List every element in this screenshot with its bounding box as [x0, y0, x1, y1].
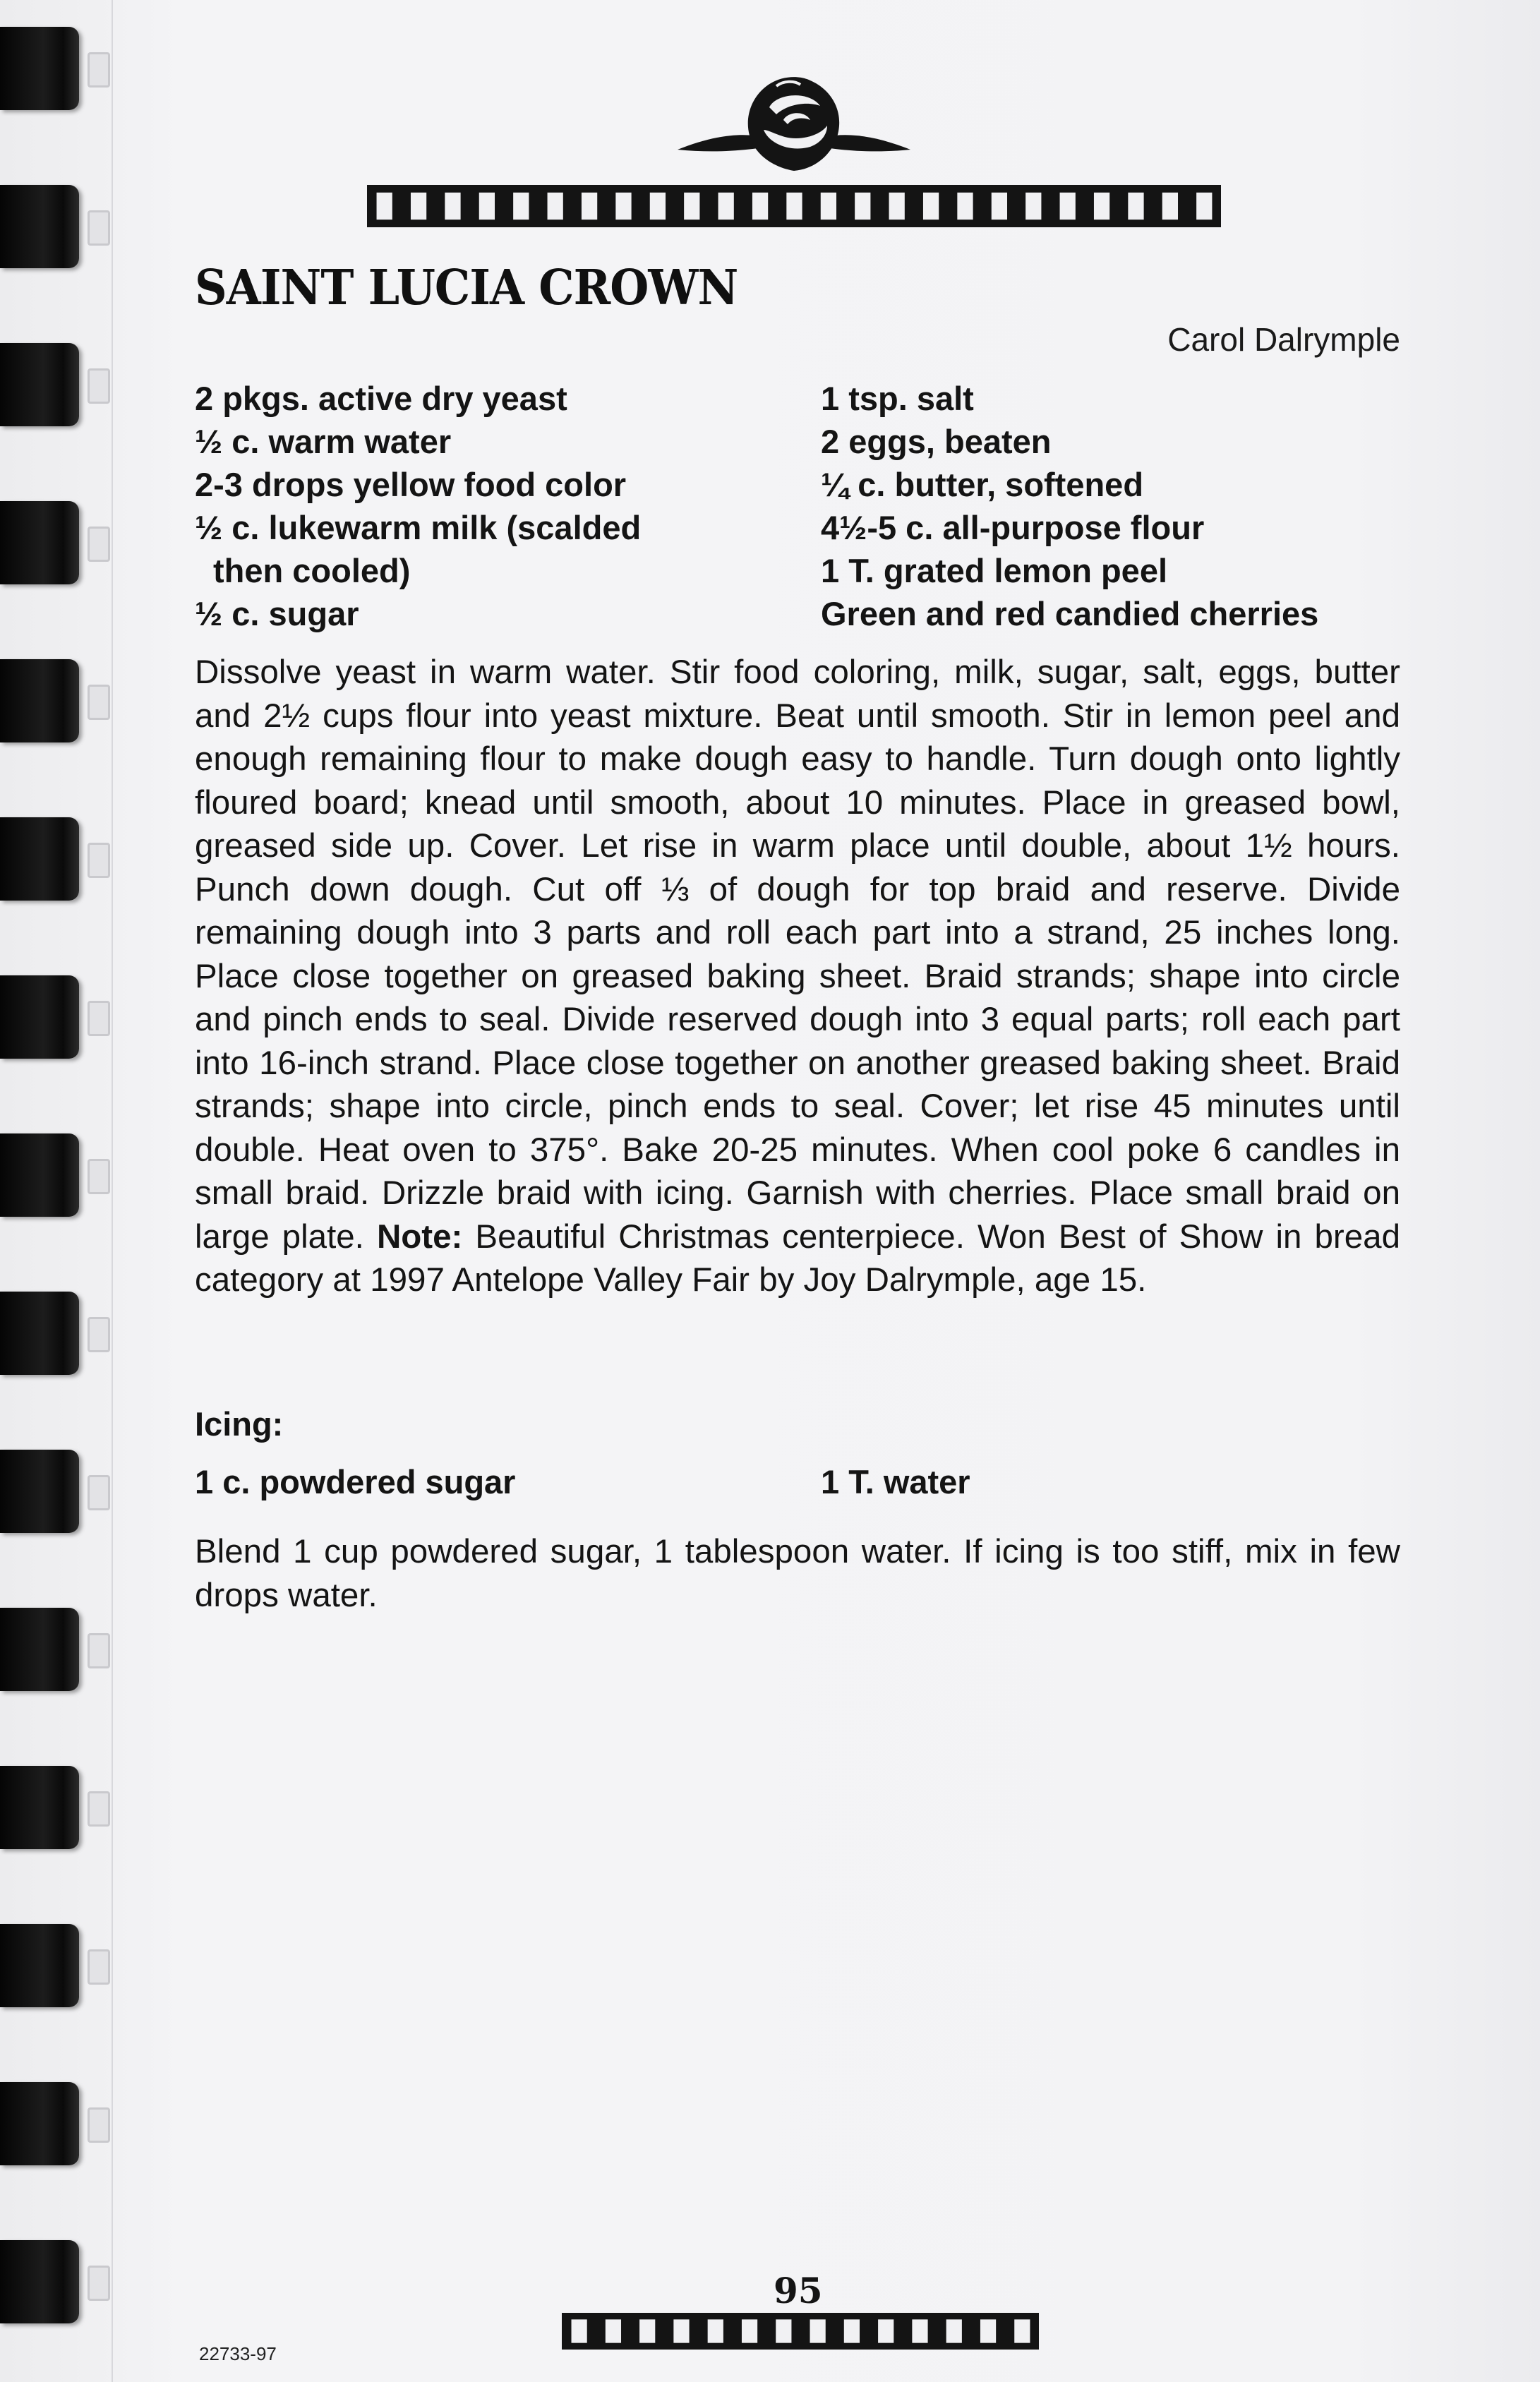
ingredient-item: 1 T. grated lemon peel	[821, 552, 1168, 589]
checker-square	[776, 2319, 791, 2342]
binding-ring	[0, 1133, 79, 1217]
checker-square	[606, 2319, 621, 2342]
recipe-method	[195, 651, 1400, 1302]
checker-square	[992, 193, 1007, 219]
checker-square	[980, 2319, 996, 2342]
binding-ring	[0, 343, 79, 426]
checker-square	[479, 193, 495, 219]
binding-ring	[0, 659, 79, 742]
checker-square	[786, 193, 802, 219]
binding-ring	[0, 501, 79, 584]
binding-ring	[0, 27, 79, 110]
binding-ring	[0, 1450, 79, 1533]
checker-square	[923, 193, 939, 219]
checker-square	[1060, 193, 1076, 219]
method-text: Dissolve yeast in warm water. Stir food coloring, milk, sugar, salt, eggs, butter and 2½ cups flour into yeast mixture. Beat until smooth. Stir in lemon peel and enough remaining flour to make dough easy to handle. Turn dough onto lightly floured board; knead until smooth, about 10 minutes. Place in greased bowl, greased side up. Cover. Let rise in warm place until double, about 1½ hours. Punch down dough. Cut off ⅓ of dough for top braid and reserve. Divide remaining dough into 3 parts and roll each part into a strand, 25 inches long. Place close together on greased baking sheet. Braid strands; shape into circle and pinch ends to seal. Divide reserved dough into 3 equal parts; roll each part into 16-inch strand. Place close together on another greased baking sheet. Braid strands; shape into circle, pinch ends to seal. Cover; let rise 45 minutes until double. Heat oven to 375°. Bake 20-25 minutes. When cool poke 6 candles in small braid. Drizzle braid with icing. Garnish with cherries. Place small braid on large plate.	[195, 654, 1400, 1256]
ingredients-left-column	[195, 377, 802, 635]
binding-hole	[88, 1633, 110, 1668]
ingredient-item: ½ c. warm water	[195, 423, 452, 460]
note-label: Note:	[376, 1217, 463, 1256]
checker-square	[673, 2319, 689, 2342]
icing-method: Blend 1 cup powdered sugar, 1 tablespoon water. If icing is too stiff, mix in few drops water.	[195, 1533, 1400, 1614]
checker-square	[889, 193, 905, 219]
catalog-code: 22733-97	[199, 2343, 277, 2364]
checker-square	[708, 2319, 723, 2342]
checker-square	[1196, 193, 1212, 219]
ingredient-item: ½ c. sugar	[195, 595, 359, 632]
ingredient-item: 2 pkgs. active dry yeast	[195, 380, 567, 417]
ingredient-item-continued: then cooled)	[213, 552, 411, 589]
binding-ring	[0, 2082, 79, 2165]
checker-square	[718, 193, 734, 219]
binding-ring	[0, 2240, 79, 2323]
binding-hole	[88, 1001, 110, 1036]
checker-border-bottom	[562, 2313, 1039, 2350]
binding-hole	[88, 1317, 110, 1352]
checker-square	[821, 193, 836, 219]
binding-hole	[88, 527, 110, 562]
binding-hole	[88, 1791, 110, 1827]
checker-band	[562, 2313, 1039, 2350]
checker-square	[572, 2319, 587, 2342]
checker-square	[377, 193, 392, 219]
checker-square	[912, 2319, 927, 2342]
checker-square	[615, 193, 631, 219]
checker-square	[639, 2319, 655, 2342]
ingredient-item: Green and red candied cherries	[821, 595, 1319, 632]
ingredients-right-column	[821, 377, 1407, 635]
binding-hole	[88, 52, 110, 88]
ingredient-item: 4½-5 c. all-purpose flour	[821, 509, 1205, 546]
checker-square	[957, 193, 973, 219]
checker-square	[1162, 193, 1178, 219]
checker-square	[946, 2319, 962, 2342]
binding-ring	[0, 1924, 79, 2007]
binding-hole	[88, 2266, 110, 2301]
ingredient-item: 1 tsp. salt	[821, 380, 974, 417]
note-text: Beautiful Christmas centerpiece. Won Best of Show in bread category at 1997 Antelope Valley Fair by Joy Dalrymple, age 15.	[195, 1217, 1400, 1299]
checker-square	[445, 193, 460, 219]
margin-line	[112, 0, 113, 2382]
checker-square	[855, 193, 870, 219]
binding-hole	[88, 2107, 110, 2143]
icing-ingredient: 1 c. powdered sugar	[195, 1463, 516, 1500]
recipe-author: Carol Dalrymple	[1167, 321, 1400, 358]
checker-square	[1128, 193, 1143, 219]
binding-ring	[0, 1766, 79, 1849]
binding-hole	[88, 843, 110, 878]
ingredient-item: 2 eggs, beaten	[821, 423, 1052, 460]
checker-square	[548, 193, 563, 219]
checker-square	[513, 193, 529, 219]
binding-hole	[88, 210, 110, 246]
binding-ring	[0, 185, 79, 268]
binding-hole	[88, 1949, 110, 1985]
binding-hole	[88, 368, 110, 404]
ingredient-item: 2-3 drops yellow food color	[195, 466, 627, 503]
binding-ring	[0, 1608, 79, 1691]
checker-square	[582, 193, 597, 219]
checker-square	[878, 2319, 894, 2342]
checker-square	[650, 193, 666, 219]
checker-square	[810, 2319, 826, 2342]
checker-square	[411, 193, 426, 219]
checker-square	[684, 193, 699, 219]
checker-square	[844, 2319, 860, 2342]
binding-ring	[0, 1292, 79, 1375]
rose-icon	[670, 65, 918, 178]
checker-square	[1025, 193, 1041, 219]
binding-ring	[0, 817, 79, 901]
icing-ingredient: 1 T. water	[821, 1463, 970, 1500]
binding-hole	[88, 1159, 110, 1194]
ingredient-item: ¼ c. butter, softened	[821, 466, 1144, 503]
ingredient-item: ½ c. lukewarm milk (scalded	[195, 509, 642, 546]
recipe-title: SAINT LUCIA CROWN	[195, 260, 738, 316]
icing-heading: Icing:	[195, 1405, 284, 1443]
checker-square	[752, 193, 768, 219]
binding-ring	[0, 975, 79, 1059]
page-number: 95	[774, 2270, 823, 2311]
spiral-binding	[0, 0, 134, 2382]
checker-square	[1014, 2319, 1030, 2342]
binding-hole	[88, 685, 110, 720]
checker-square	[1094, 193, 1109, 219]
binding-hole	[88, 1475, 110, 1510]
checker-square	[742, 2319, 757, 2342]
checker-border-top	[367, 185, 1221, 227]
